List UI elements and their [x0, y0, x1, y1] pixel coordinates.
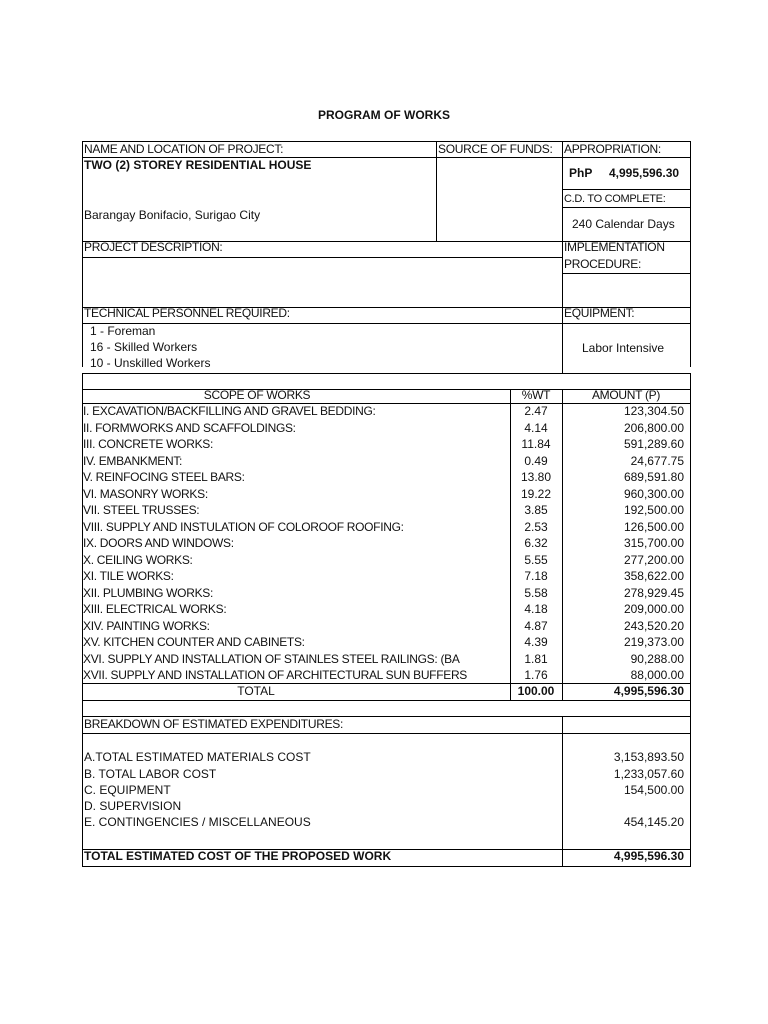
project-name: TWO (2) STOREY RESIDENTIAL HOUSE [84, 158, 312, 172]
scope-item-wt: 6.32 [524, 536, 548, 550]
appropriation-label: APPROPRIATION: [564, 142, 661, 156]
scope-item-wt: 7.18 [524, 569, 548, 583]
scope-item-wt: 1.81 [524, 652, 548, 666]
rule [82, 373, 691, 374]
scope-item-wt: 4.14 [524, 421, 548, 435]
rule [82, 733, 691, 734]
rule [690, 141, 691, 367]
breakdown-item-amount: 454,145.20 [623, 815, 684, 829]
breakdown-item-amount: 1,233,057.60 [613, 767, 684, 781]
personnel-item: 10 - Unskilled Workers [90, 356, 211, 370]
scope-item-amount: 689,591.80 [623, 470, 684, 484]
rule [82, 141, 83, 367]
breakdown-label: BREAKDOWN OF ESTIMATED EXPENDITURES: [84, 717, 344, 731]
scope-item-amount: 960,300.00 [623, 487, 684, 501]
scope-item-name: XVI. SUPPLY AND INSTALLATION OF STAINLES STEEL RAILINGS: (BA [83, 652, 460, 666]
scope-item-amount: 126,500.00 [623, 520, 684, 534]
scope-item-name: I. EXCAVATION/BACKFILLING AND GRAVEL BEDDING: [83, 404, 376, 418]
scope-item-wt: 4.87 [524, 619, 548, 633]
scope-item-name: II. FORMWORKS AND SCAFFOLDINGS: [83, 421, 296, 435]
rule [562, 207, 691, 208]
cd-value: 240 Calendar Days [572, 217, 675, 231]
scope-item-name: XIV. PAINTING WORKS: [83, 619, 210, 633]
breakdown-item-name: E. CONTINGENCIES / MISCELLANEOUS [84, 815, 311, 829]
technical-personnel-label: TECHNICAL PERSONNEL REQUIRED: [84, 306, 290, 320]
scope-item-amount: 24,677.75 [630, 454, 684, 468]
scope-item-name: XIII. ELECTRICAL WORKS: [83, 602, 227, 616]
scope-item-name: X. CEILING WORKS: [83, 553, 193, 567]
scope-item-wt: 2.47 [524, 404, 548, 418]
total-amount: 4,995,596.30 [613, 684, 684, 698]
personnel-item: 16 - Skilled Workers [90, 340, 198, 354]
scope-item-amount: 206,800.00 [623, 421, 684, 435]
scope-item-amount: 277,200.00 [623, 553, 684, 567]
scope-item-wt: 11.84 [521, 437, 551, 451]
scope-item-wt: 4.39 [524, 635, 548, 649]
page-title: PROGRAM OF WORKS [318, 108, 450, 122]
breakdown-item-name: A.TOTAL ESTIMATED MATERIALS COST [84, 750, 311, 764]
scope-item-wt: 1.76 [524, 668, 548, 682]
total-label: TOTAL [237, 684, 275, 698]
scope-item-wt: 5.55 [524, 553, 548, 567]
scope-item-name: XI. TILE WORKS: [83, 569, 174, 583]
source-of-funds-label: SOURCE OF FUNDS: [438, 142, 553, 156]
scope-item-name: IV. EMBANKMENT: [83, 454, 183, 468]
scope-item-amount: 90,288.00 [630, 652, 684, 666]
breakdown-item-amount: 154,500.00 [623, 783, 684, 797]
rule [562, 189, 691, 190]
scope-item-name: VIII. SUPPLY AND INSTULATION OF COLOROOF ROOFING: [83, 520, 404, 534]
scope-item-amount: 88,000.00 [630, 668, 684, 682]
project-location: Barangay Bonifacio, Surigao City [84, 208, 261, 222]
equipment-value: Labor Intensive [582, 341, 665, 355]
cd-label: C.D. TO COMPLETE: [564, 193, 666, 205]
breakdown-item-name: B. TOTAL LABOR COST [84, 767, 217, 781]
personnel-item: 1 - Foreman [90, 324, 156, 338]
rule [562, 141, 563, 373]
scope-item-amount: 278,929.45 [623, 586, 684, 600]
scope-item-wt: 3.85 [524, 503, 548, 517]
scope-item-amount: 192,500.00 [623, 503, 684, 517]
breakdown-item-name: C. EQUIPMENT [84, 783, 171, 797]
scope-item-name: XII. PLUMBING WORKS: [83, 586, 214, 600]
project-description-label: PROJECT DESCRIPTION: [84, 240, 223, 254]
appropriation-currency: PhP [569, 166, 593, 180]
breakdown-item-name: D. SUPERVISION [84, 799, 182, 813]
rule [436, 141, 437, 241]
scope-item-amount: 591,289.60 [623, 437, 684, 451]
scope-item-amount: 123,304.50 [623, 404, 684, 418]
grand-total-label: TOTAL ESTIMATED COST OF THE PROPOSED WORK [84, 849, 392, 863]
breakdown-item-amount: 3,153,893.50 [613, 750, 684, 764]
name-location-label: NAME AND LOCATION OF PROJECT: [84, 142, 284, 156]
scope-item-name: IX. DOORS AND WINDOWS: [83, 536, 234, 550]
rule [82, 257, 562, 258]
scope-item-wt: 0.49 [524, 454, 548, 468]
total-wt: 100.00 [517, 684, 555, 698]
scope-item-amount: 358,622.00 [623, 569, 684, 583]
implementation-label: IMPLEMENTATION [564, 240, 665, 254]
scope-item-name: XV. KITCHEN COUNTER AND CABINETS: [83, 635, 305, 649]
rule [690, 373, 691, 866]
scope-item-wt: 2.53 [524, 520, 548, 534]
rule [562, 273, 691, 274]
scope-item-name: V. REINFOCING STEEL BARS: [83, 470, 245, 484]
scope-item-wt: 5.58 [524, 586, 548, 600]
scope-item-amount: 315,700.00 [623, 536, 684, 550]
grand-total-amount: 4,995,596.30 [613, 849, 684, 863]
rule [82, 866, 691, 867]
scope-item-wt: 4.18 [524, 602, 548, 616]
scope-item-amount: 243,520.20 [623, 619, 684, 633]
scope-item-name: VII. STEEL TRUSSES: [83, 503, 200, 517]
scope-item-amount: 219,373.00 [623, 635, 684, 649]
col-wt-header: %WT [521, 388, 551, 402]
scope-item-name: XVII. SUPPLY AND INSTALLATION OF ARCHITECTURAL SUN BUFFERS [83, 668, 468, 682]
col-scope-header: SCOPE OF WORKS [203, 388, 311, 402]
rule [82, 323, 691, 324]
scope-item-name: VI. MASONRY WORKS: [83, 487, 208, 501]
scope-item-name: III. CONCRETE WORKS: [83, 437, 214, 451]
scope-item-wt: 13.80 [520, 470, 552, 484]
appropriation-amount: 4,995,596.30 [609, 166, 680, 180]
scope-item-wt: 19.22 [520, 487, 552, 501]
procedure-label: PROCEDURE: [564, 257, 642, 271]
scope-item-amount: 209,000.00 [623, 602, 684, 616]
col-amount-header: AMOUNT (P) [591, 388, 661, 402]
equipment-label: EQUIPMENT: [564, 306, 635, 320]
rule [82, 700, 691, 701]
